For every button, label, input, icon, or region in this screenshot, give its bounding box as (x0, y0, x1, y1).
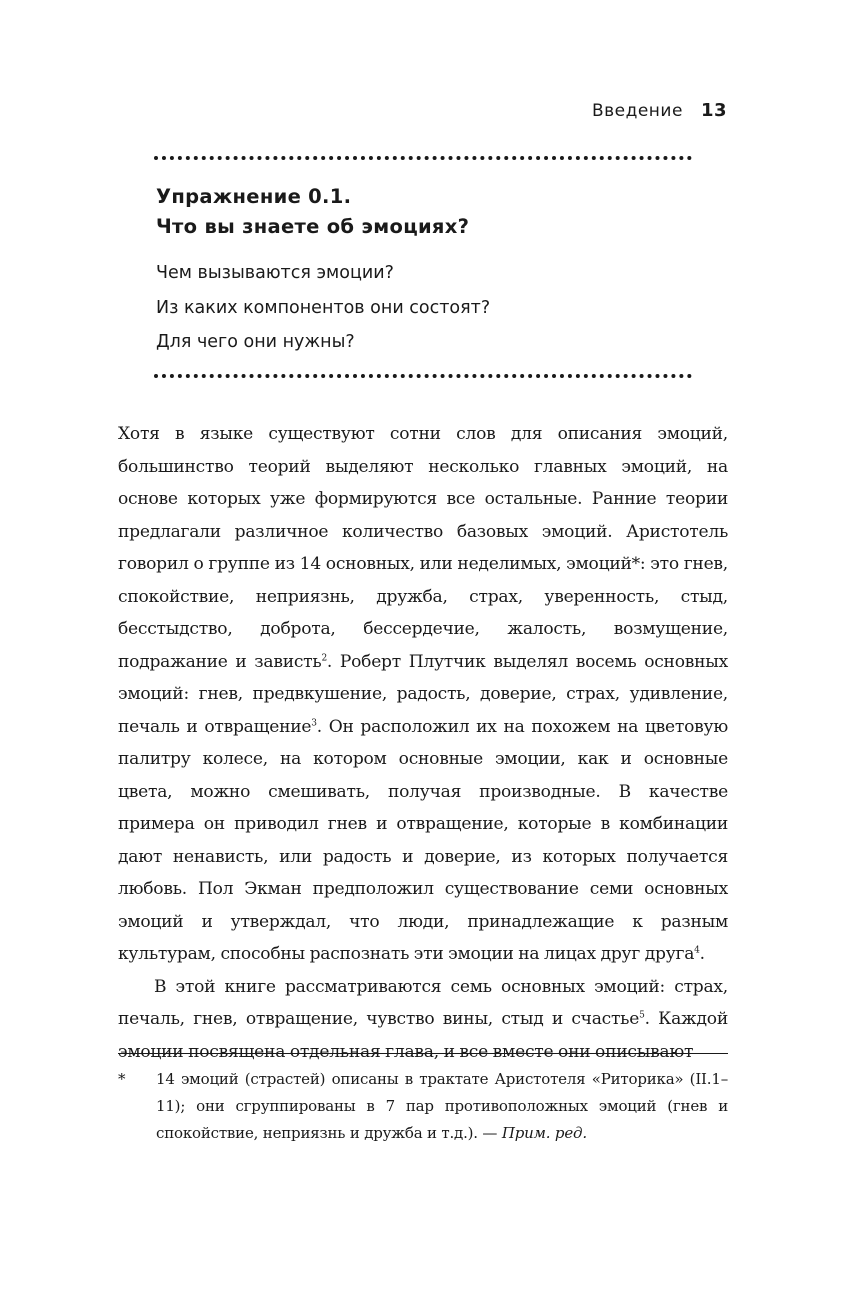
exercise-bottom-divider (154, 374, 692, 378)
footnote-body (156, 1066, 728, 1147)
footnote-ref[interactable]: 5 (639, 1010, 645, 1021)
paragraph-text: . Он расположил их на похожем на цветовую палитру колесе, на котором основные эмоции, как и основные цвета, можно смешивать, получая производные. В качестве примера он приводил гнев и отвращение, которые в комбинации дают ненависть, или радость и доверие, из которых получается любовь. Пол Экман предположил существование семи основных эмоций и утверждал, что люди, принадлежащие к разным культурам, способны распознать эти эмоции на лицах друг друга (118, 716, 728, 964)
footnote-ref[interactable]: 4 (694, 945, 700, 956)
paragraph-1 (118, 418, 728, 971)
running-header (592, 100, 727, 121)
paragraph-text: В этой книге рассматриваются семь основных эмоций: страх, печаль, гнев, отвращение, чувство вины, стыд и счастье (118, 976, 728, 1029)
footnote-ref[interactable]: 2 (321, 652, 327, 663)
exercise-heading (156, 182, 696, 242)
paragraph-text: . (699, 944, 705, 964)
body-text (118, 418, 728, 1068)
footnote-ref[interactable]: 3 (311, 717, 317, 728)
exercise-question: Для чего они нужны? (156, 332, 355, 352)
footnote-text: 14 эмоций (страстей) описаны в трактате Аристотеля «Риторика» (II.1–11); они сгруппированы в 7 пар противоположных эмоций (гнев и спокойствие, неприязнь и дружба и т.д.). — (156, 1070, 728, 1142)
paragraph-text: Хотя в языке существуют сотни слов для описания эмоций, большинство теорий выделяют несколько главных эмоций, на основе которых уже формируются все остальные. Ранние теории предлагали различное количество базовых эмоций. Аристотель говорил о группе из 14 основных, или неделимых, эмоций*: это гнев, спокойствие, неприязнь, дружба, страх, уверенность, стыд, бесстыдство, доброта, бессердечие, жалость, возмущение, подражание и зависть (118, 424, 728, 672)
paragraph-text: . Каждой эмоции посвящена отдельная глава, и все вместе они описывают (118, 1009, 728, 1062)
editor-note-label: Прим. ред. (501, 1124, 587, 1142)
section-title: Введение (591, 101, 683, 121)
exercise-title-line1: Упражнение 0.1. (156, 185, 352, 208)
paragraph-text: . Роберт Плутчик выделял восемь основных эмоций: гнев, предвкушение, радость, доверие, страх, удивление, печаль и отвращение (118, 651, 729, 737)
footnote (118, 1066, 728, 1147)
exercise-title-line2: Что вы знаете об эмоциях? (156, 215, 470, 238)
footnote-divider (118, 1053, 728, 1054)
footnote-mark: * (118, 1070, 126, 1088)
exercise-top-divider (154, 156, 692, 160)
exercise-questions (156, 256, 696, 360)
exercise-question: Из каких компонентов они состоят? (156, 297, 491, 318)
exercise-question: Чем вызываются эмоции? (156, 263, 394, 283)
page-number: 13 (700, 100, 727, 121)
